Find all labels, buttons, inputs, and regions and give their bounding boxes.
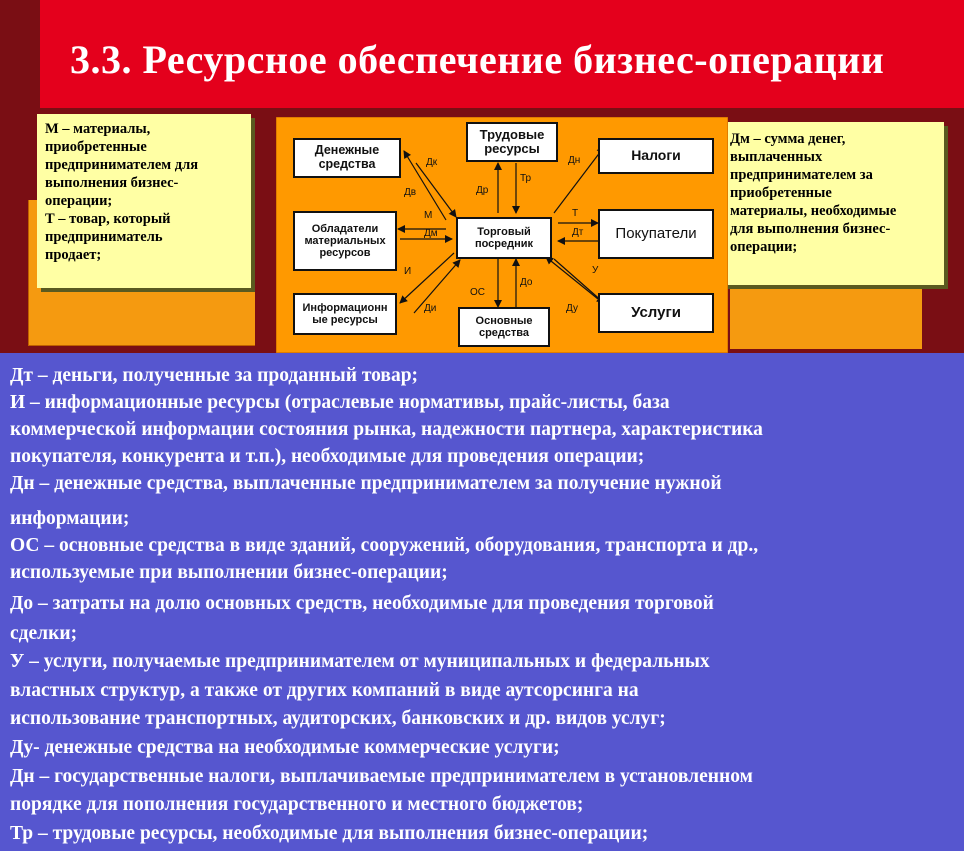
note-line: предпринимателем для [45, 157, 199, 173]
orange-panel-right [730, 275, 922, 349]
note-line: выплаченных [730, 149, 823, 165]
material-owners-box: Обладатели материальных ресурсов [293, 211, 397, 271]
labor-resources-box: Трудовые ресурсы [466, 122, 558, 162]
definition-line: покупателя, конкурента и т.п.), необходимые для проведения операции; [10, 446, 645, 467]
definition-line: У – услуги, получаемые предпринимателем от муниципальных и федеральных [10, 651, 710, 672]
definition-line: Дн – денежные средства, выплаченные предпринимателем за получение нужной [10, 473, 722, 494]
label-di: Ди [424, 303, 437, 314]
note-line: материалы, необходимые [730, 203, 897, 219]
label-dm: Дм [424, 228, 438, 239]
label-t: Т [572, 208, 579, 219]
note-line: приобретенные [730, 185, 832, 201]
definition-line: Тр – трудовые ресурсы, необходимые для выполнения бизнес-операции; [10, 823, 649, 844]
label-os: ОС [470, 287, 485, 298]
label-du: Ду [566, 303, 578, 314]
label-dv: Дв [404, 187, 417, 198]
label-m: М [424, 210, 433, 221]
definition-line: информации; [10, 508, 130, 529]
fixed-assets-box: Основные средства [458, 307, 550, 347]
definition-line: Дт – деньги, полученные за проданный товар; [10, 365, 419, 386]
definitions-panel [0, 353, 964, 851]
note-line: приобретенные [45, 139, 147, 155]
definition-line: ОС – основные средства в виде зданий, сооружений, оборудования, транспорта и др., [10, 535, 759, 556]
money-box: Денежные средства [293, 138, 401, 178]
definition-line: властных структур, а также от других компаний в виде аутсорсинга на [10, 680, 639, 701]
note-money-for-materials [718, 122, 944, 285]
label-dt: Дт [572, 227, 584, 238]
buyers-box: Покупатели [598, 209, 714, 259]
label-i: И [404, 266, 412, 277]
note-line: М – материалы, [45, 121, 151, 137]
page-title: 3.3. Ресурсное обеспечение бизнес-операции [70, 37, 885, 82]
label-tr: Тр [520, 173, 532, 184]
definition-line: используемые при выполнении бизнес-операции; [10, 562, 448, 583]
note-line: Т – товар, который [45, 211, 171, 227]
info-resources-box: Информационн ые ресурсы [293, 293, 397, 335]
note-line: Дм – сумма денег, [730, 131, 846, 147]
definition-line: использование транспортных, аудиторских, банковских и др. видов услуг; [10, 708, 666, 729]
note-materials-goods [37, 114, 251, 288]
label-dn: Дн [568, 155, 581, 166]
taxes-box: Налоги [598, 138, 714, 174]
resource-diagram [276, 117, 728, 353]
note-line: для выполнения бизнес- [730, 221, 891, 237]
note-line: предприниматель [45, 229, 163, 245]
definition-line: коммерческой информации состояния рынка, надежности партнера, характеристика [10, 419, 763, 440]
definition-line: порядке для пополнения государственного и местного бюджетов; [10, 794, 584, 815]
trade-intermediary-box: Торговый посредник [456, 217, 552, 259]
definition-line: До – затраты на долю основных средств, необходимые для проведения торговой [10, 593, 714, 614]
definition-line: сделки; [10, 623, 78, 644]
label-dr: Др [476, 185, 489, 196]
note-line: продает; [45, 247, 102, 263]
note-line: выполнения бизнес- [45, 175, 179, 191]
label-do: До [520, 277, 533, 288]
label-dk: Дк [426, 157, 438, 168]
definition-line: Дн – государственные налоги, выплачиваемые предпринимателем в установленном [10, 766, 753, 787]
note-line: предпринимателем за [730, 167, 873, 183]
definition-line: Ду- денежные средства на необходимые коммерческие услуги; [10, 737, 560, 758]
services-box: Услуги [598, 293, 714, 333]
definition-line: И – информационные ресурсы (отраслевые нормативы, прайс-листы, база [10, 392, 670, 413]
label-u: У [592, 265, 599, 276]
note-line: операции; [730, 239, 798, 255]
note-line: операции; [45, 193, 113, 209]
